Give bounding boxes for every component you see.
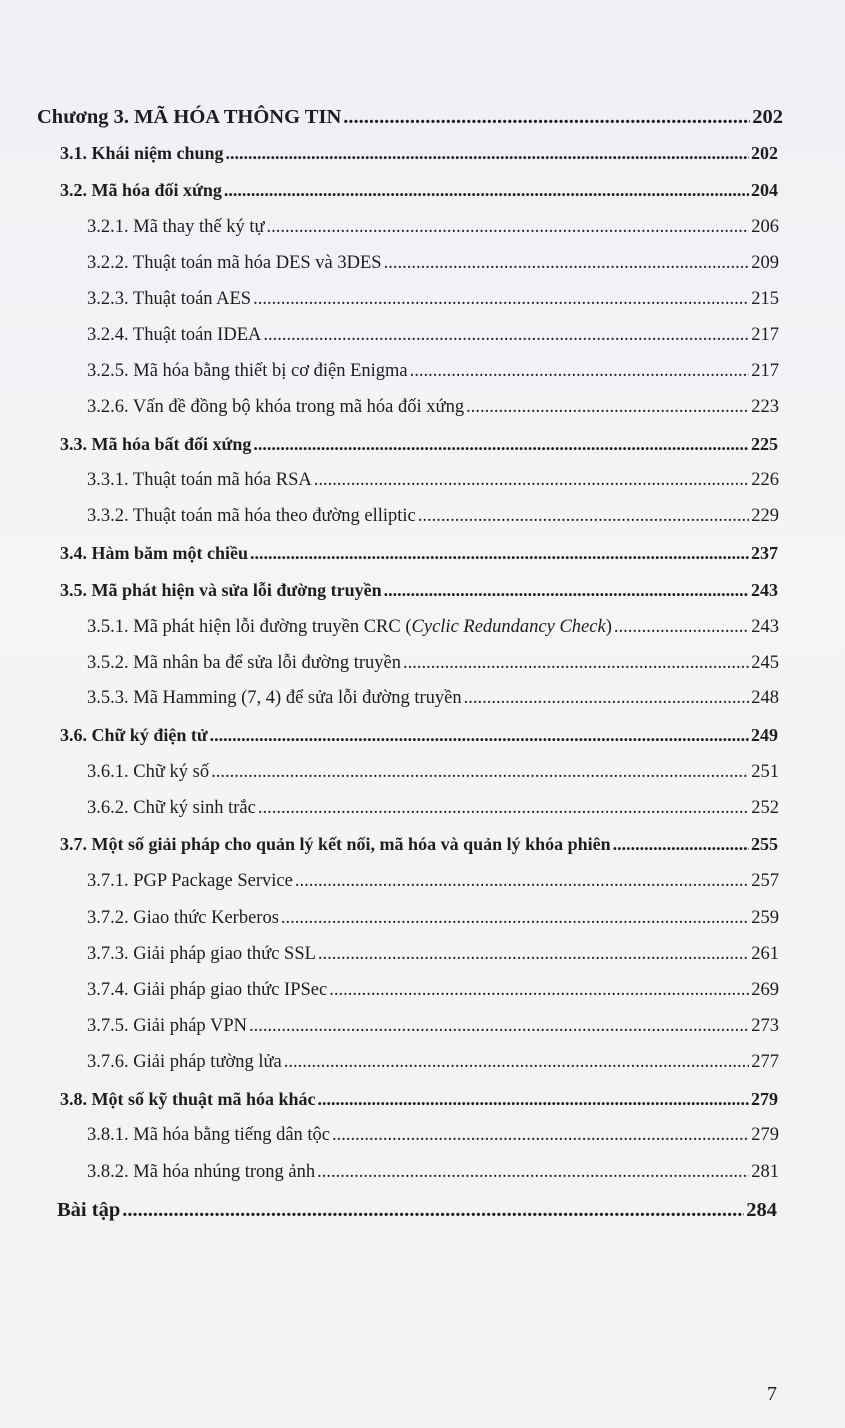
toc-leader-dots <box>284 1049 749 1075</box>
toc-entry-title <box>87 685 462 711</box>
toc-leader-dots <box>258 795 749 821</box>
toc-entry-page: 249 <box>751 725 778 745</box>
toc-entry-title <box>87 394 464 420</box>
toc-entry-title <box>87 759 209 785</box>
toc-subsection-entry[interactable] <box>87 1159 779 1185</box>
toc-subsection-entry[interactable] <box>87 394 779 420</box>
toc-entry-page: 223 <box>751 397 779 417</box>
toc-subsection-entry[interactable] <box>87 685 779 711</box>
toc-leader-dots <box>263 322 749 348</box>
toc-entry-title-text: 3.6. Chữ ký điện tử <box>60 725 208 745</box>
toc-subsection-entry[interactable] <box>87 286 779 312</box>
toc-entry-title <box>87 941 316 967</box>
toc-entry-page: 243 <box>751 617 779 637</box>
toc-entry-title <box>87 795 256 821</box>
toc-exercises-entry[interactable] <box>57 1197 777 1223</box>
toc-entry-title <box>87 467 312 493</box>
toc-entry-title <box>87 905 279 931</box>
toc-leader-dots <box>253 286 749 312</box>
toc-entry-title <box>60 177 222 203</box>
toc-leader-dots <box>614 614 749 640</box>
toc-entry-title-text: 3.3.1. Thuật toán mã hóa RSA <box>87 470 312 490</box>
toc-entry-title-text: 3.6.1. Chữ ký số <box>87 762 210 782</box>
toc-entry-title <box>87 286 251 312</box>
toc-subsection-entry[interactable] <box>87 1049 779 1075</box>
toc-entry-title-text: 3.8.2. Mã hóa nhúng trong ảnh <box>87 1162 316 1182</box>
toc-entry-title <box>87 322 261 348</box>
toc-subsection-entry[interactable] <box>87 650 779 676</box>
toc-subsection-entry[interactable] <box>87 977 779 1003</box>
toc-chapter-page: 202 <box>752 106 783 128</box>
toc-entry-title-text: 3.2. Mã hóa đối xứng <box>60 180 222 200</box>
toc-entry-title-text: 3.8.1. Mã hóa bằng tiếng dân tộc <box>87 1125 331 1145</box>
toc-chapter-title: Chương 3. MÃ HÓA THÔNG TIN <box>37 106 342 128</box>
page-number: 7 <box>767 1383 777 1405</box>
toc-section-entry[interactable] <box>60 431 778 457</box>
toc-entry-title <box>60 1086 316 1112</box>
toc-entry-page: 252 <box>751 798 779 818</box>
toc-subsection-entry[interactable] <box>87 503 779 529</box>
toc-entry-page: 209 <box>751 253 779 273</box>
toc-entry-title-text: 3.3. Mã hóa bất đối xứng <box>60 434 252 454</box>
toc-entry-page: 261 <box>751 944 779 964</box>
toc-leader-dots <box>329 977 749 1003</box>
toc-entry-page: 206 <box>751 217 779 237</box>
toc-entry-page: 217 <box>751 325 779 345</box>
toc-entry-title-text: 3.1. Khái niệm chung <box>60 143 224 163</box>
toc-leader-dots <box>226 140 749 166</box>
toc-entry-page: 237 <box>751 543 778 563</box>
toc-leader-dots <box>343 104 750 130</box>
toc-leader-dots <box>384 250 750 276</box>
toc-entry-title-text: 3.5.2. Mã nhân ba để sửa lỗi đường truyền <box>87 653 401 673</box>
toc-entry-page: 284 <box>746 1199 777 1221</box>
toc-entry-title-text: 3.7.4. Giải pháp giao thức IPSec <box>87 980 328 1000</box>
toc-subsection-entry[interactable] <box>87 1122 779 1148</box>
toc-entry-title-text: 3.7.6. Giải pháp tường lửa <box>87 1052 282 1072</box>
toc-leader-dots <box>281 905 749 931</box>
toc-entry-title <box>60 577 382 603</box>
toc-chapter-heading[interactable] <box>37 104 783 130</box>
toc-entry-title-text: 3.5.3. Mã Hamming (7, 4) để sửa lỗi đường truyền <box>87 688 462 708</box>
toc-entry-page: 217 <box>751 361 779 381</box>
toc-leader-dots <box>332 1122 749 1148</box>
toc-leader-dots <box>295 868 749 894</box>
toc-entry-title <box>87 1122 330 1148</box>
toc-entry-title <box>87 1159 315 1185</box>
toc-subsection-entry[interactable] <box>87 358 779 384</box>
toc-subsection-entry[interactable] <box>87 322 779 348</box>
toc-leader-dots <box>211 759 749 785</box>
toc-entry-title <box>60 831 611 857</box>
toc-entry-page: 279 <box>751 1125 779 1145</box>
toc-subsection-entry[interactable] <box>87 467 779 493</box>
toc-leader-dots <box>403 650 749 676</box>
toc-subsection-entry[interactable] <box>87 214 779 240</box>
toc-leader-dots <box>249 1013 749 1039</box>
toc-entry-title-text: 3.8. Một số kỹ thuật mã hóa khác <box>60 1089 316 1109</box>
toc-entry-title-text: 3.2.6. Vấn đề đồng bộ khóa trong mã hóa đối xứng <box>87 397 465 417</box>
toc-entry-title-text: 3.2.1. Mã thay thế ký tự <box>87 217 265 237</box>
toc-entry-title-text: 3.2.5. Mã hóa bằng thiết bị cơ điện Enigma <box>87 361 408 381</box>
toc-entry-page: 248 <box>751 688 779 708</box>
toc-section-entry[interactable] <box>60 140 778 166</box>
toc-entry-page: 243 <box>751 580 778 600</box>
toc-subsection-entry[interactable] <box>87 941 779 967</box>
toc-leader-dots <box>267 214 750 240</box>
toc-entry-title <box>87 250 382 276</box>
toc-entry-title-text: 3.2.3. Thuật toán AES <box>87 289 252 309</box>
toc-entry-page: 225 <box>751 434 778 454</box>
toc-entry-title-text: 3.5.1. Mã phát hiện lỗi đường truyền CRC ( <box>87 617 412 637</box>
toc-subsection-entry[interactable] <box>87 759 779 785</box>
toc-section-entry[interactable] <box>60 722 778 748</box>
toc-leader-dots <box>210 722 749 748</box>
toc-entry-title <box>87 1049 282 1075</box>
toc-entry-page: 215 <box>751 289 779 309</box>
toc-entry-page: 279 <box>751 1089 778 1109</box>
toc-entry-title-text: 3.7.5. Giải pháp VPN <box>87 1016 247 1036</box>
toc-entry-title <box>87 977 327 1003</box>
toc-leader-dots <box>318 941 749 967</box>
toc-leader-dots <box>464 685 750 711</box>
toc-leader-dots <box>418 503 749 529</box>
toc-entry-page: 277 <box>751 1052 779 1072</box>
toc-subsection-entry[interactable] <box>87 614 779 640</box>
toc-subsection-entry[interactable] <box>87 868 779 894</box>
toc-entry-title-text: 3.2.4. Thuật toán IDEA <box>87 325 262 345</box>
toc-entry-page: 226 <box>751 470 779 490</box>
toc-entry-title <box>87 214 265 240</box>
toc-leader-dots <box>613 831 749 857</box>
toc-entry-title <box>87 650 401 676</box>
toc-subsection-entry[interactable] <box>87 905 779 931</box>
toc-leader-dots <box>224 177 749 203</box>
toc-entry-title-text: 3.5. Mã phát hiện và sửa lỗi đường truyền <box>60 580 382 600</box>
toc-entry-title <box>87 358 408 384</box>
toc-entry-title-text: 3.7.1. PGP Package Service <box>87 871 293 891</box>
toc-section-entry[interactable] <box>60 577 778 603</box>
toc-entry-title <box>87 614 612 640</box>
toc-entry-page: 245 <box>751 653 779 673</box>
toc-entry-page: 269 <box>751 980 779 1000</box>
toc-entry-title-text: 3.3.2. Thuật toán mã hóa theo đường elliptic <box>87 506 416 526</box>
toc-section-entry[interactable] <box>60 1086 778 1112</box>
toc-entry-page: 257 <box>751 871 779 891</box>
toc-entry-page: 281 <box>751 1162 779 1182</box>
toc-entry-title <box>60 140 224 166</box>
toc-entry-title <box>87 1013 247 1039</box>
toc-entry-page: 204 <box>751 180 778 200</box>
toc-entry-title <box>87 503 416 529</box>
toc-entry-title <box>57 1197 120 1223</box>
toc-leader-dots <box>122 1197 744 1223</box>
toc-leader-dots <box>314 467 750 493</box>
toc-entry-title-text: Bài tập <box>57 1199 121 1221</box>
toc-entry-title-italic: Cyclic Redundancy Check <box>411 617 606 637</box>
toc-subsection-entry[interactable] <box>87 1013 779 1039</box>
toc-entry-page: 229 <box>751 506 779 526</box>
toc-section-entry[interactable] <box>60 540 778 566</box>
toc-entry-title-text: 3.4. Hàm băm một chiều <box>60 543 248 563</box>
toc-subsection-entry[interactable] <box>87 795 779 821</box>
toc-leader-dots <box>317 1159 749 1185</box>
toc-leader-dots <box>466 394 749 420</box>
toc-entry-page: 202 <box>751 143 778 163</box>
toc-leader-dots <box>410 358 750 384</box>
toc-leader-dots <box>250 540 749 566</box>
toc-leader-dots <box>253 431 749 457</box>
toc-leader-dots <box>318 1086 749 1112</box>
toc-leader-dots <box>384 577 749 603</box>
toc-entry-title-text: 3.7. Một số giải pháp cho quản lý kết nối, mã hóa và quản lý khóa phiên <box>60 834 611 854</box>
toc-entry-title <box>60 540 248 566</box>
toc-entry-page: 251 <box>751 762 779 782</box>
toc-entry-page: 273 <box>751 1016 779 1036</box>
toc-entry-title-text: 3.2.2. Thuật toán mã hóa DES và 3DES <box>87 253 382 273</box>
toc-entry-title-text: 3.7.3. Giải pháp giao thức SSL <box>87 944 316 964</box>
toc-entry-title <box>60 722 208 748</box>
toc-entry-title <box>60 431 251 457</box>
toc-entry-title-tail: ) <box>605 617 612 637</box>
toc-entry-page: 255 <box>751 834 778 854</box>
toc-section-entry[interactable] <box>60 177 778 203</box>
toc-entry-title <box>87 868 293 894</box>
toc-section-entry[interactable] <box>60 831 778 857</box>
toc-entry-title-text: 3.6.2. Chữ ký sinh trắc <box>87 798 256 818</box>
toc-entry-page: 259 <box>751 908 779 928</box>
toc-entry-title-text: 3.7.2. Giao thức Kerberos <box>87 908 279 928</box>
toc-subsection-entry[interactable] <box>87 250 779 276</box>
